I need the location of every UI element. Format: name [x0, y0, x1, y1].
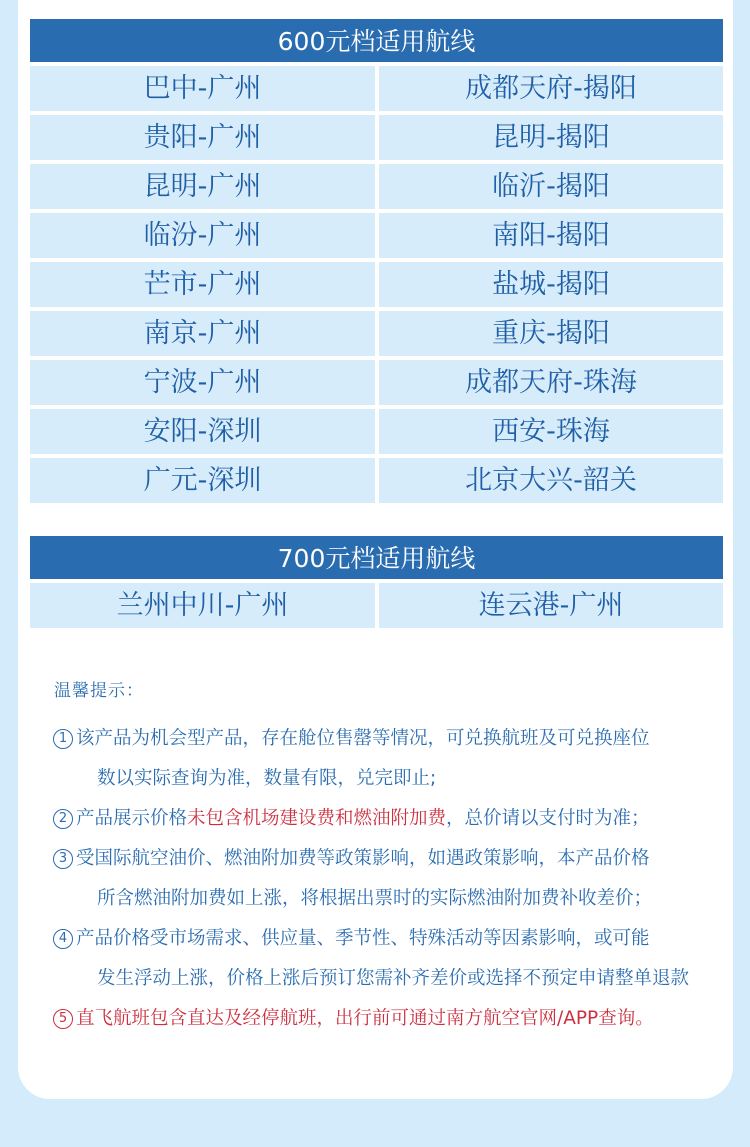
route-cell-right: 盐城-揭阳	[379, 262, 723, 307]
route-row	[30, 115, 723, 160]
tip-text-continued: 发生浮动上涨，价格上涨后预订您需补齐差价或选择不预定申请整单退款	[97, 968, 690, 989]
circled-number-icon: 5	[53, 1009, 73, 1029]
route-row	[30, 458, 723, 503]
route-table-600	[30, 19, 723, 503]
circled-number-icon: 1	[53, 729, 73, 749]
route-cell-left: 芒市-广州	[30, 262, 375, 307]
route-cell-right: 成都天府-揭阳	[379, 66, 723, 111]
route-cell-left: 安阳-深圳	[30, 409, 375, 454]
tip-text: 产品展示价格	[76, 808, 188, 829]
tip-text-continued: 数以实际查询为准，数量有限，兑完即止;	[97, 768, 437, 789]
route-rows-600	[30, 66, 723, 503]
route-row	[30, 164, 723, 209]
route-cell-left: 兰州中川-广州	[30, 583, 375, 628]
route-cell-right: 连云港-广州	[379, 583, 723, 628]
route-cell-right: 重庆-揭阳	[379, 311, 723, 356]
tip-item-3	[53, 839, 724, 919]
route-row	[30, 360, 723, 405]
route-cell-right: 临沂-揭阳	[379, 164, 723, 209]
tip-text: 受国际航空油价、燃油附加费等政策影响，如遇政策影响，本产品价格	[76, 848, 650, 869]
route-cell-right: 南阳-揭阳	[379, 213, 723, 258]
tip-text: 该产品为机会型产品，存在舱位售罄等情况，可兑换航班及可兑换座位	[76, 728, 650, 749]
tip-item-5	[53, 999, 724, 1039]
route-row	[30, 66, 723, 111]
table-header-700: 700元档适用航线	[30, 536, 723, 579]
route-cell-left: 昆明-广州	[30, 164, 375, 209]
tip-text: ，总价请以支付时为准；	[446, 808, 650, 829]
tips-title: 温馨提示：	[54, 681, 144, 701]
tips-section	[54, 676, 724, 1039]
circled-number-icon: 3	[53, 849, 73, 869]
tip-warning-text: 未包含机场建设费和燃油附加费	[187, 808, 447, 829]
route-cell-right: 西安-珠海	[379, 409, 723, 454]
route-table-700	[30, 536, 723, 628]
route-row	[30, 409, 723, 454]
route-cell-left: 宁波-广州	[30, 360, 375, 405]
route-cell-right: 成都天府-珠海	[379, 360, 723, 405]
route-cell-left: 南京-广州	[30, 311, 375, 356]
route-cell-right: 昆明-揭阳	[379, 115, 723, 160]
tip-warning-text: 直飞航班包含直达及经停航班，出行前可通过南方航空官网/APP查询。	[76, 1008, 654, 1029]
circled-number-icon: 2	[53, 809, 73, 829]
route-cell-left: 广元-深圳	[30, 458, 375, 503]
route-cell-left: 巴中-广州	[30, 66, 375, 111]
route-cell-right: 北京大兴-韶关	[379, 458, 723, 503]
route-cell-left: 贵阳-广州	[30, 115, 375, 160]
route-row	[30, 583, 723, 628]
tip-item-2	[53, 799, 724, 839]
route-row	[30, 262, 723, 307]
route-rows-700	[30, 583, 723, 628]
route-row	[30, 213, 723, 258]
table-header-600: 600元档适用航线	[30, 19, 723, 62]
tip-item-4	[53, 919, 724, 999]
circled-number-icon: 4	[53, 929, 73, 949]
tip-item-1	[53, 719, 724, 799]
route-cell-left: 临汾-广州	[30, 213, 375, 258]
route-row	[30, 311, 723, 356]
tip-text: 产品价格受市场需求、供应量、季节性、特殊活动等因素影响，或可能	[76, 928, 650, 949]
tip-text-continued: 所含燃油附加费如上涨，将根据出票时的实际燃油附加费补收差价；	[97, 888, 653, 909]
